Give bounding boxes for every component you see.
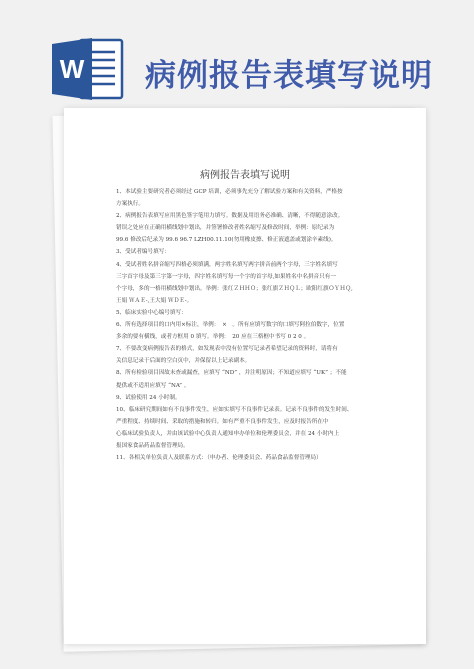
body-line: 99.6 修改后纪录为 99.6 96.7 LZH00.11.10(勿用橡皮擦、修正液遮盖或划涂辛素线)。	[116, 237, 337, 244]
document-title: 病例报告表填写说明	[200, 170, 290, 181]
body-line: 王娟 ＷＡＥ-,王大娟 ＷＤＥ-。	[116, 297, 193, 304]
body-line: 严重程度、持续时间、采取的措施和转归。如有严重不良事件发生，应及时报告所在中	[116, 418, 329, 425]
body-line: 个字母，多的一格用横线划中划出。举例：张红ＺＨＨＯ；张红旗ＺＨＱＬ；欧阳红旗ＯＹＨＱ,	[116, 285, 353, 292]
word-logo-letter: W	[59, 54, 85, 84]
body-line: 2、病例报告表填写应用黑色签字笔用力填写。数据及用语务必准确、清晰，不得随意涂改。	[116, 213, 344, 220]
document-preview	[58, 108, 426, 648]
body-line: 4、受试者姓名拼音缩写四格必须填满，两字姓名填写两字拼音前两个字母，三字姓名填写	[116, 261, 338, 268]
body-line: 关信息记录于后面的空白页中，并保留以上记录副本。	[116, 358, 251, 365]
body-line: 提供或不适用应填写 “NA” 。	[116, 382, 190, 389]
body-line: 错误之处应在正确用横线划中划出，并签署修改者姓名缩写及修改时间，举例：原纪录为	[116, 225, 335, 232]
document-page	[64, 108, 426, 644]
body-line: 心临床试验负责人，并由该试验中心负责人通知申办单位和伦理委员会，并在 24 小时内上	[116, 430, 340, 437]
body-line: 1、本试验主要研究者必须经过 GCP 培训，必须事先充分了解试验方案和有关资料，严格按	[116, 189, 343, 195]
body-line: 6、所有选择项目的口内用×标注，举例： × 。所有应填写数字的口填写阿拉伯数字，位置	[116, 322, 345, 329]
body-line: 多余的要有横线，或者方框用 0 填写。举例： 20 应在三格框中书写 0 2 0 。	[116, 334, 310, 341]
body-line: 8、所有检验项目因故未查或漏查，应填写 “ND” ，并注明原因；不知道应填写 “UK” ；不能	[116, 370, 347, 377]
body-line: 7、不要改变病例报告表的格式，如发现表中没有位置写记录者希望记录的资料时，请将有	[116, 346, 338, 353]
body-line: 方案执行。	[116, 201, 144, 208]
body-line: 3、受试者编号填写：	[116, 249, 170, 256]
body-line: 9、试验使用 24 小时制。	[116, 394, 181, 401]
body-line: 10、临床研究期间如有不良事件发生，应如实填写不良事件记录表。记录不良事件的发生时间、	[116, 406, 353, 413]
body-line: 11、各相关单位负责人及联系方式：（申办者、伦理委员会、药品食品监督管理局）	[116, 455, 322, 462]
document-body	[116, 186, 374, 464]
banner-title: 病例报告表填写说明	[145, 58, 433, 94]
body-line: 报国家食品药品监督管理局。	[116, 442, 189, 449]
body-line: 三字首字母及第三字第一字母，四字姓名填写每一个字的首字母,如果姓名中名拼音只有一	[116, 273, 336, 280]
body-line: 5、临床实验中心编号填写：	[116, 309, 187, 316]
word-document-icon	[52, 36, 126, 102]
header-banner	[0, 0, 474, 115]
